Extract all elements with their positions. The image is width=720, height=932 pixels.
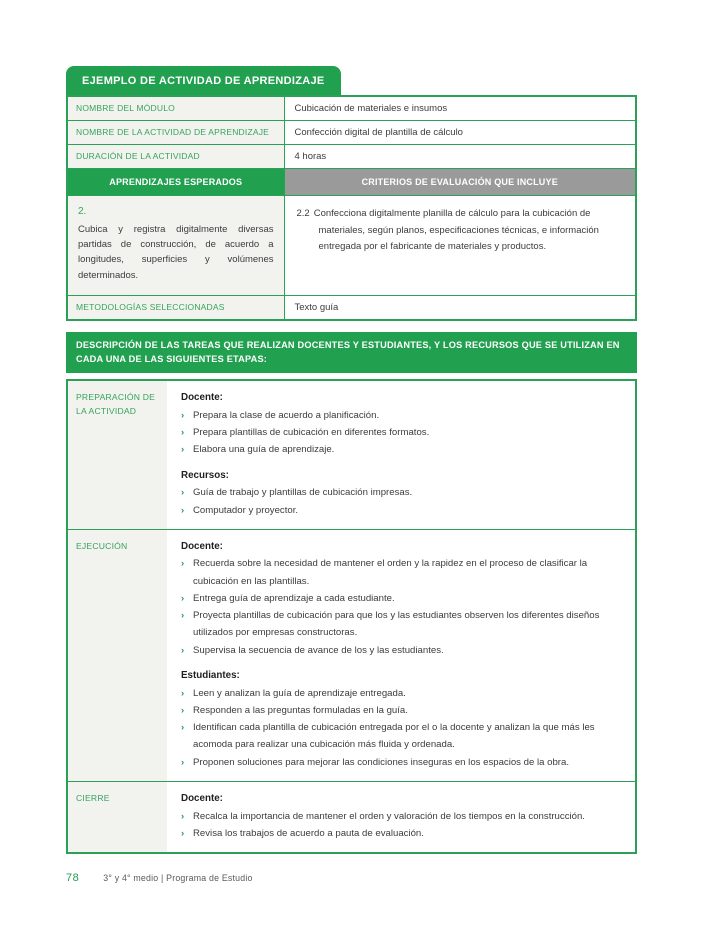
stage-group — [181, 538, 621, 659]
bullet-text: Leen y analizan la guía de aprendizaje entregada. — [193, 687, 406, 699]
bullet-icon: › — [181, 756, 185, 768]
bullet-text: Recuerda sobre la necesidad de mantener el orden y la rapidez en el proceso de clasificar la cubicación en las plantillas. — [193, 558, 588, 587]
activity-info-table — [66, 95, 637, 321]
bullet-text: Proponen soluciones para mejorar las condiciones inseguras en los espacios de la obra. — [193, 756, 569, 768]
bullet-text: Elabora una guía de aprendizaje. — [193, 444, 335, 456]
bullet-icon: › — [181, 409, 185, 421]
page-footer — [66, 872, 253, 884]
page-number: 78 — [66, 872, 80, 884]
stage-content — [167, 380, 636, 529]
table-row — [67, 145, 636, 169]
table-row — [67, 295, 636, 320]
bullet-icon: › — [181, 687, 185, 699]
group-heading: Recursos: — [181, 469, 229, 481]
group-heading: Estudiantes: — [181, 669, 240, 681]
bullet-item — [181, 808, 621, 825]
description-banner: DESCRIPCIÓN DE LAS TAREAS QUE REALIZAN DOCENTES Y ESTUDIANTES, Y LOS RECURSOS QUE SE UTILIZAN EN CADA UNA DE LAS SIGUIENTES ETAPAS: — [66, 332, 637, 373]
stage-row — [67, 781, 636, 853]
stage-row — [67, 529, 636, 781]
content-area — [66, 66, 637, 854]
expected-learning-header: APRENDIZAJES ESPERADOS — [67, 169, 284, 196]
bullet-item — [181, 702, 621, 719]
bullet-item — [181, 719, 621, 754]
table-row — [67, 121, 636, 145]
bullet-item — [181, 825, 621, 842]
bullet-item — [181, 754, 621, 771]
bullet-item — [181, 590, 621, 607]
duration-label: DURACIÓN DE LA ACTIVIDAD — [67, 145, 284, 169]
expected-learning-text: Cubica y registra digitalmente diversas partidas de construcción, de acuerdo a longitudes, superficies y volúmenes determinados. — [78, 224, 274, 281]
group-heading: Docente: — [181, 792, 223, 804]
bullet-icon: › — [181, 722, 185, 734]
bullet-text: Responden a las preguntas formuladas en la guía. — [193, 704, 408, 716]
evaluation-criteria-cell — [284, 196, 636, 296]
bullet-item — [181, 407, 621, 424]
bullet-text: Prepara la clase de acuerdo a planificación. — [193, 409, 380, 421]
stage-label: PREPARACIÓN DE LA ACTIVIDAD — [67, 380, 167, 529]
bullet-text: Recalca la importancia de mantener el orden y valoración de los tiempos en la construcción. — [193, 810, 585, 822]
bullet-text: Proyecta plantillas de cubicación para que los y las estudiantes observen los diferentes diseños utilizados por empresas constructoras. — [193, 610, 600, 639]
bullet-item — [181, 685, 621, 702]
bullet-item — [181, 441, 621, 458]
stage-content — [167, 529, 636, 781]
bullet-item — [181, 424, 621, 441]
footer-text: 3° y 4° medio | Programa de Estudio — [103, 873, 253, 883]
group-heading: Docente: — [181, 392, 223, 404]
criteria-number: 2.2 — [296, 208, 310, 219]
expected-learning-number: 2. — [78, 206, 87, 217]
evaluation-criteria-header: CRITERIOS DE EVALUACIÓN QUE INCLUYE — [284, 169, 636, 196]
bullet-icon: › — [181, 810, 185, 822]
bullet-text: Computador y proyector. — [193, 504, 299, 516]
bullet-icon: › — [181, 827, 185, 839]
bullet-item — [181, 607, 621, 642]
stage-row — [67, 380, 636, 529]
stage-group — [181, 389, 621, 458]
bullet-icon: › — [181, 644, 185, 656]
bullet-text: Identifican cada plantilla de cubicación entregada por el o la docente y analizan la que más les acomoda para realizar una cubicación más fluida y ordenada. — [193, 722, 595, 751]
bullet-text: Supervisa la secuencia de avance de los y las estudiantes. — [193, 644, 444, 656]
bullet-text: Entrega guía de aprendizaje a cada estudiante. — [193, 592, 395, 604]
bullet-icon: › — [181, 704, 185, 716]
bullet-item — [181, 642, 621, 659]
bullet-text: Guía de trabajo y plantillas de cubicación impresas. — [193, 487, 413, 499]
bullet-icon: › — [181, 610, 185, 622]
bullet-icon: › — [181, 592, 185, 604]
bullet-text: Prepara plantillas de cubicación en diferentes formatos. — [193, 427, 430, 439]
module-name-value: Cubicación de materiales e insumos — [284, 96, 636, 121]
duration-value: 4 horas — [284, 145, 636, 169]
stage-group — [181, 790, 621, 842]
stage-content — [167, 781, 636, 853]
stage-group — [181, 467, 621, 519]
page-title: EJEMPLO DE ACTIVIDAD DE APRENDIZAJE — [66, 66, 341, 95]
bullet-text: Revisa los trabajos de acuerdo a pauta de evaluación. — [193, 827, 424, 839]
bullet-icon: › — [181, 427, 185, 439]
methodology-value: Texto guía — [284, 295, 636, 320]
module-name-label: NOMBRE DEL MÓDULO — [67, 96, 284, 121]
table-row — [67, 196, 636, 296]
bullet-icon: › — [181, 444, 185, 456]
table-header-row — [67, 169, 636, 196]
expected-learning-cell — [67, 196, 284, 296]
bullet-icon: › — [181, 487, 185, 499]
criteria-text: Confecciona digitalmente planilla de cálculo para la cubicación de materiales, según planos, especificaciones técnicas, e información entregada por el fabricante de materiales y productos. — [313, 208, 599, 253]
bullet-item — [181, 484, 621, 501]
bullet-item — [181, 502, 621, 519]
activity-name-value: Confección digital de plantilla de cálculo — [284, 121, 636, 145]
bullet-item — [181, 555, 621, 590]
stage-label: CIERRE — [67, 781, 167, 853]
stage-group — [181, 667, 621, 771]
bullet-icon: › — [181, 558, 185, 570]
bullet-icon: › — [181, 504, 185, 516]
activity-name-label: NOMBRE DE LA ACTIVIDAD DE APRENDIZAJE — [67, 121, 284, 145]
table-row — [67, 96, 636, 121]
stages-table — [66, 379, 637, 854]
methodology-label: METODOLOGÍAS SELECCIONADAS — [67, 295, 284, 320]
group-heading: Docente: — [181, 540, 223, 552]
stage-label: EJECUCIÓN — [67, 529, 167, 781]
